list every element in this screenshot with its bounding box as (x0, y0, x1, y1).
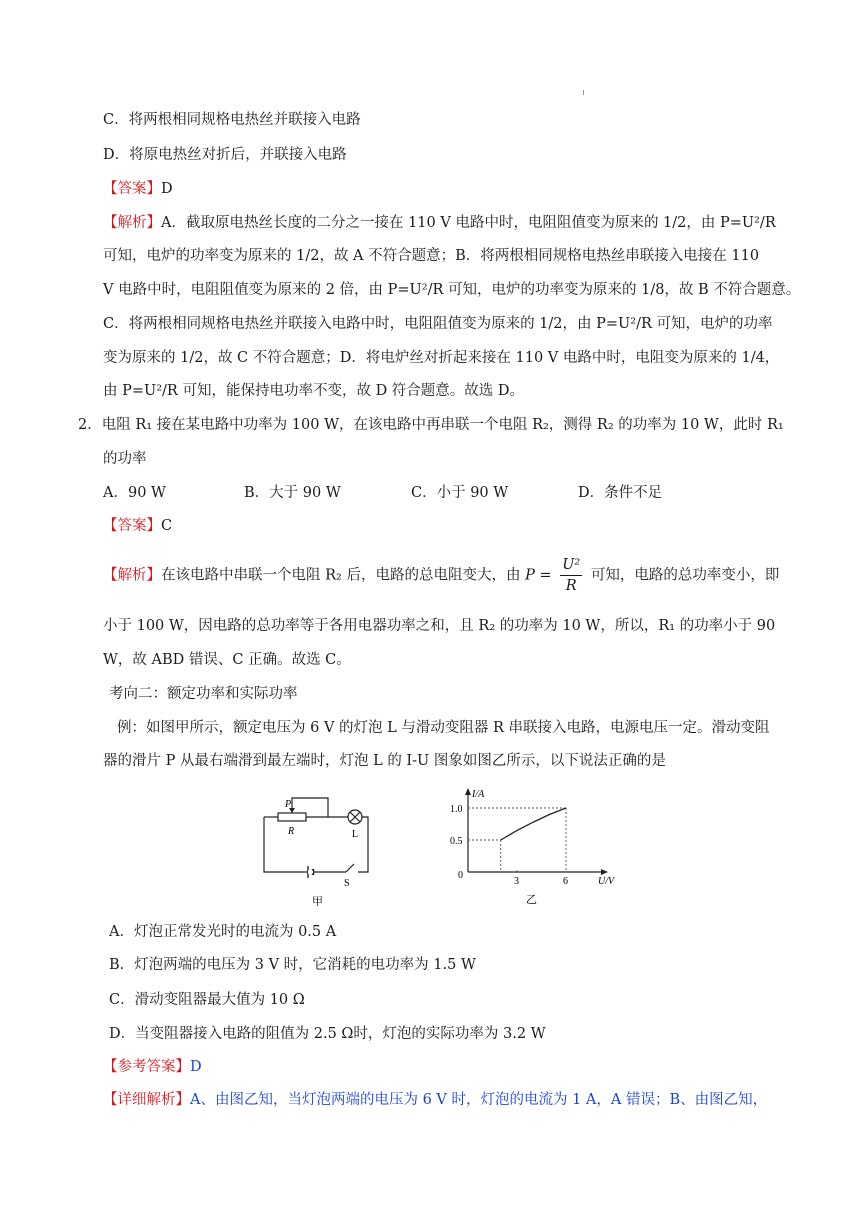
q2-option-c: C．小于 90 W (411, 485, 509, 501)
q2-option-b: B．大于 90 W (244, 485, 341, 501)
q2-stem-line-2: 的功率 (103, 451, 147, 467)
q1-analysis-line-3: V 电路中时，电阻阻值变为原来的 2 倍，由 P=U²/R 可知，电炉的功率变为原来的 1/8，故 B 不符合题意。 (103, 282, 801, 298)
q2-option-d: D．条件不足 (578, 485, 663, 501)
q1-analysis-line-2: 可知，电炉的功率变为原来的 1/2，故 A 不符合题意；B．将两根相同规格电热丝串联接入电接在 110 (103, 248, 760, 264)
iu-curve (501, 808, 566, 840)
reference-answer (103, 1057, 202, 1077)
label-r: R (288, 826, 295, 837)
analysis-tag: 【解析】 (103, 215, 161, 231)
q2-stem-line-1: 2．电阻 R₁ 接在某电路中功率为 100 W，在该电路中再串联一个电阻 R₂，测得 R₂ 的功率为 10 W，此时 R₁ (78, 417, 784, 433)
example-line-1: 例：如图甲所示，额定电压为 6 V 的灯泡 L 与滑动变阻器 R 串联接入电路，电源电压一定。滑动变阻 (117, 720, 770, 736)
q2-option-a: A．90 W (103, 485, 166, 501)
page-mark (583, 90, 584, 95)
choice-b: B．灯泡两端的电压为 3 V 时，它消耗的电功率为 1.5 W (109, 957, 476, 973)
option-d-prev: D．将原电热丝对折后，并联接入电路 (103, 147, 347, 163)
formula-fraction (560, 555, 582, 596)
circuit-diagram (256, 790, 386, 910)
answer-value: C (161, 518, 173, 534)
option-c-prev: C．将两根相同规格电热丝并联接入电路 (103, 112, 361, 128)
section-heading: 考向二：额定功率和实际功率 (109, 686, 298, 702)
label-s: S (344, 878, 350, 889)
choice-c: C．滑动变阻器最大值为 10 Ω (109, 992, 305, 1008)
example-line-2: 器的滑片 P 从最右端滑到最左端时，灯泡 L 的 I-U 图象如图乙所示，以下说法正确的是 (103, 753, 666, 769)
formula-numerator: U² (560, 555, 582, 576)
choice-a: A．灯泡正常发光时的电流为 0.5 A (109, 924, 337, 940)
analysis-text: 在该电路中串联一个电阻 R₂ 后，电路的总电阻变大，由 (161, 567, 521, 584)
analysis-text-post: 可知，电路的总功率变小，即 (590, 567, 780, 584)
q1-answer (103, 179, 173, 199)
reference-answer-tag: 【参考答案】 (103, 1059, 190, 1075)
formula-lhs: P = (525, 567, 552, 584)
q1-analysis-line-5: 变为原来的 1/2，故 C 不符合题意；D．将电炉丝对折起来接在 110 V 电路中时，电阻变为原来的 1/4， (103, 350, 780, 366)
answer-tag: 【答案】 (103, 181, 161, 197)
detail-analysis-tag: 【详细解析】 (103, 1092, 190, 1108)
y-axis-label: I/A (472, 789, 485, 800)
reference-answer-value: D (190, 1059, 202, 1075)
origin-label: 0 (458, 870, 463, 881)
analysis-tag: 【解析】 (103, 567, 161, 584)
detail-analysis-line (103, 1090, 767, 1110)
q2-answer (103, 516, 172, 536)
label-p: P (285, 799, 292, 810)
y-tick-0-5: 0.5 (450, 836, 463, 847)
detail-analysis-text: A、由图乙知，当灯泡两端的电压为 6 V 时，灯泡的电流为 1 A，A 错误；B、由图乙知， (190, 1092, 768, 1108)
q2-analysis-line-2: 小于 100 W，因电路的总功率等于各用电器功率之和，且 R₂ 的功率为 10 W，所以，R₁ 的功率小于 90 (103, 618, 776, 634)
x-axis-label: U/V (598, 876, 615, 887)
answer-tag: 【答案】 (103, 518, 161, 534)
q2-analysis-line-3: W，故 ABD 错误、C 正确。故选 C。 (103, 652, 351, 668)
q1-analysis-line-1 (103, 213, 776, 233)
y-tick-1-0: 1.0 (450, 804, 463, 815)
label-l: L (352, 829, 359, 840)
q1-analysis-line-6: 由 P=U²/R 可知，能保持电功率不变，故 D 符合题意。故选 D。 (103, 383, 525, 399)
iu-graph (436, 786, 626, 910)
q1-analysis-line-4: C．将两根相同规格电热丝并联接入电路中时，电阻阻值变为原来的 1/2，由 P=U²/R 可知，电炉的功率 (103, 316, 773, 332)
choice-d: D．当变阻器接入电路的阻值为 2.5 Ω时，灯泡的实际功率为 3.2 W (109, 1026, 546, 1042)
x-tick-3: 3 (514, 876, 519, 887)
analysis-text: A．截取原电热丝长度的二分之一接在 110 V 电路中时，电阻阻值变为原来的 1/2，由 P=U²/R (161, 215, 776, 231)
answer-value: D (161, 181, 173, 197)
caption-jia: 甲 (312, 896, 323, 908)
q2-analysis-line-1 (103, 555, 779, 596)
caption-yi: 乙 (526, 894, 537, 906)
formula-denominator: R (565, 578, 577, 594)
x-tick-6: 6 (563, 876, 568, 887)
